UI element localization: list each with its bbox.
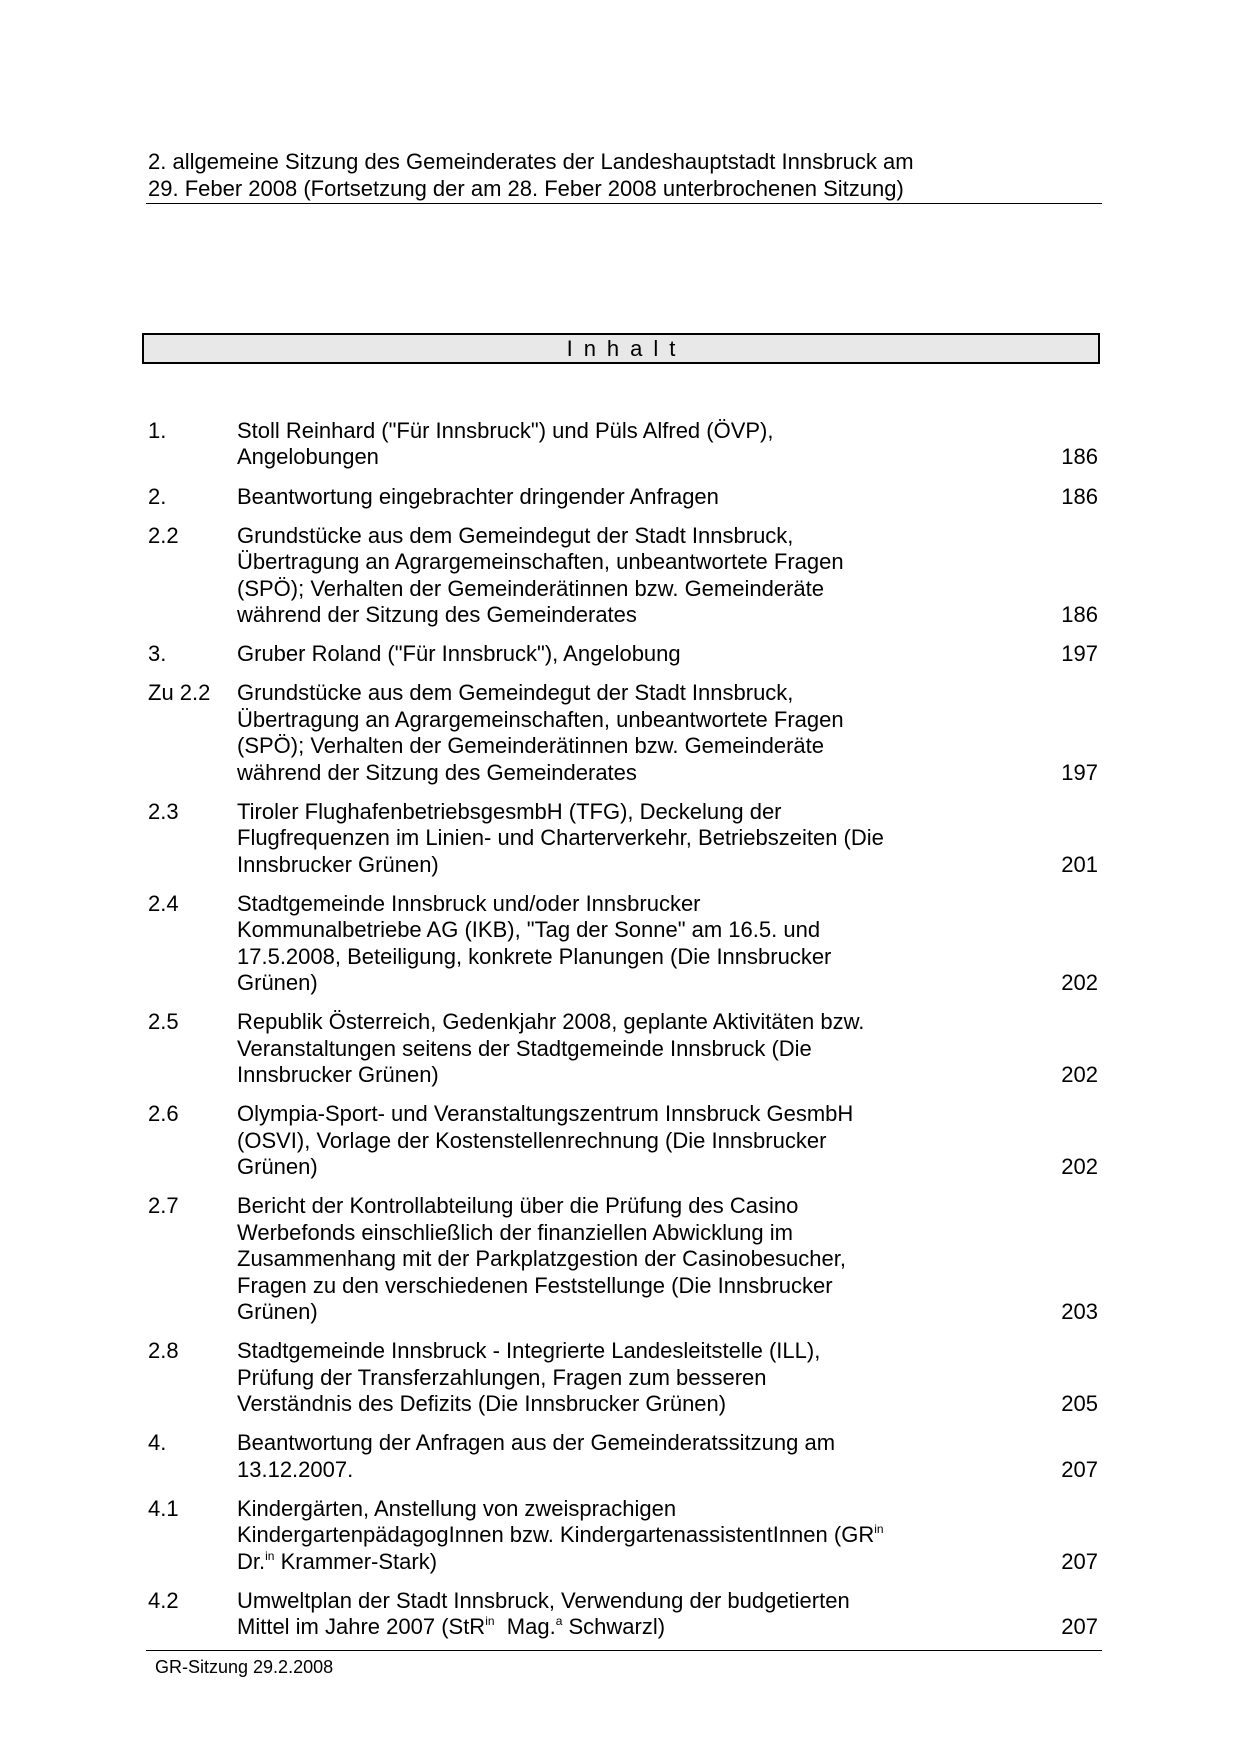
toc-entry-line: (SPÖ); Verhalten der Gemeinderätinnen bzw. Gemeinderäte — [237, 733, 824, 759]
toc-entry-line: Übertragung an Agrargemeinschaften, unbeantwortete Fragen — [237, 706, 844, 732]
toc-entry-number: Zu 2.2 — [148, 680, 211, 706]
toc-entry-line: Stoll Reinhard ("Für Innsbruck") und Püls Alfred (ÖVP), — [237, 418, 774, 443]
toc-entry-line: Gruber Roland ("Für Innsbruck"), Angelobung — [237, 641, 681, 667]
toc-entry[interactable] — [148, 523, 1098, 629]
toc-text-fragment: Krammer-Stark) — [274, 1548, 438, 1574]
toc-entry-page: 202 — [1061, 1062, 1098, 1088]
toc-entry-page: 197 — [1061, 759, 1098, 785]
toc-entry-line: Bericht der Kontrollabteilung über die Prüfung des Casino — [237, 1193, 799, 1219]
toc-entry-title — [237, 891, 1038, 997]
toc-entry-line: Beantwortung eingebrachter dringender Anfragen — [237, 483, 719, 509]
toc-entry-title — [237, 418, 1038, 471]
toc-entry-line — [237, 1522, 1018, 1548]
toc-entry[interactable] — [148, 1009, 1098, 1088]
toc-entry-title — [237, 1009, 1038, 1088]
toc-entry-number: 2.5 — [148, 1009, 179, 1035]
toc-entry-page: 207 — [1061, 1614, 1098, 1640]
toc-entry[interactable] — [148, 418, 1098, 471]
toc-entry-title — [237, 523, 1038, 629]
toc-entry-page: 201 — [1061, 851, 1098, 877]
table-of-contents — [148, 418, 1098, 1653]
toc-entry-page: 205 — [1061, 1390, 1098, 1416]
toc-entry-line: (SPÖ); Verhalten der Gemeinderätinnen bzw. Gemeinderäte — [237, 575, 824, 601]
toc-entry-line: Stadtgemeinde Innsbruck - Integrierte Landesleitstelle (ILL), — [237, 1338, 821, 1364]
toc-entry-title — [237, 1193, 1038, 1325]
toc-entry-line: Tiroler FlughafenbetriebsgesmbH (TFG), Deckelung der — [237, 798, 782, 824]
toc-entry-number: 3. — [148, 641, 167, 667]
toc-entry-title — [237, 641, 1038, 667]
toc-entry[interactable] — [148, 891, 1098, 997]
toc-entry-page: 186 — [1061, 602, 1098, 628]
toc-entry[interactable] — [148, 680, 1098, 786]
toc-entry[interactable] — [148, 1338, 1098, 1417]
toc-entry-line: (OSVI), Vorlage der Kostenstellenrechnung (Die Innsbrucker — [237, 1127, 827, 1153]
toc-entry-line — [237, 1549, 1018, 1575]
toc-entry-number: 2. — [148, 483, 167, 509]
toc-entry-title — [237, 1430, 1038, 1483]
toc-entry-page: 207 — [1061, 1456, 1098, 1482]
toc-entry-line: Grundstücke aus dem Gemeindegut der Stadt Innsbruck, — [237, 680, 794, 706]
toc-entry[interactable] — [148, 1193, 1098, 1325]
toc-entry-title — [237, 1101, 1038, 1180]
toc-entry-page: 207 — [1061, 1548, 1098, 1574]
toc-entry-page: 186 — [1061, 444, 1098, 470]
toc-entry-line: während der Sitzung des Gemeinderates — [237, 602, 637, 628]
toc-entry-title — [237, 1588, 1038, 1641]
toc-entry-line: Olympia-Sport- und Veranstaltungszentrum Innsbruck GesmbH — [237, 1101, 854, 1127]
toc-entry-page: 202 — [1061, 970, 1098, 996]
inhalt-heading-box — [142, 333, 1100, 364]
toc-text-fragment: Mittel im Jahre 2007 (StR — [237, 1614, 486, 1640]
toc-entry-line: während der Sitzung des Gemeinderates — [237, 759, 637, 785]
toc-entry[interactable] — [148, 799, 1098, 878]
toc-entry-number: 2.3 — [148, 798, 179, 824]
superscript: in — [265, 1548, 275, 1563]
page-footer: GR-Sitzung 29.2.2008 — [155, 1657, 334, 1677]
toc-entry-line: Innsbrucker Grünen) — [237, 851, 439, 877]
toc-entry-line: Prüfung der Transferzahlungen, Fragen zum besseren — [237, 1364, 767, 1390]
superscript: in — [485, 1614, 495, 1629]
toc-entry-line: Grünen) — [237, 1298, 318, 1324]
toc-entry[interactable] — [148, 641, 1098, 667]
toc-entry[interactable] — [148, 1588, 1098, 1641]
document-header — [148, 148, 1098, 202]
toc-entry-line: Kommunalbetriebe AG (IKB), "Tag der Sonne" am 16.5. und — [237, 917, 821, 943]
toc-entry-line: Übertragung an Agrargemeinschaften, unbeantwortete Fragen — [237, 549, 844, 575]
toc-entry-number: 1. — [148, 418, 167, 443]
header-line-1: 2. allgemeine Sitzung des Gemeinderates der Landeshauptstadt Innsbruck am — [148, 149, 914, 174]
footer-divider — [146, 1650, 1102, 1651]
toc-entry-line: 17.5.2008, Beteiligung, konkrete Planungen (Die Innsbrucker — [237, 943, 832, 969]
toc-entry-number: 4.1 — [148, 1495, 179, 1521]
superscript: in — [874, 1522, 884, 1537]
toc-entry[interactable] — [148, 484, 1098, 510]
toc-entry-line: Zusammenhang mit der Parkplatzgestion der Casinobesucher, — [237, 1246, 846, 1272]
toc-entry-line: Grundstücke aus dem Gemeindegut der Stadt Innsbruck, — [237, 522, 794, 548]
toc-entry-page: 203 — [1061, 1298, 1098, 1324]
toc-entry-line: Stadtgemeinde Innsbruck und/oder Innsbrucker — [237, 890, 701, 916]
toc-entry-line: Flugfrequenzen im Linien- und Charterverkehr, Betriebszeiten (Die — [237, 825, 884, 851]
toc-entry-line: Innsbrucker Grünen) — [237, 1062, 439, 1088]
toc-entry-number: 4.2 — [148, 1587, 179, 1613]
toc-entry-title — [237, 680, 1038, 786]
toc-entry-line: Verständnis des Defizits (Die Innsbrucker Grünen) — [237, 1390, 727, 1416]
toc-entry-line: Beantwortung der Anfragen aus der Gemeinderatssitzung am — [237, 1430, 836, 1456]
toc-entry-line: 13.12.2007. — [237, 1456, 354, 1482]
toc-entry-line: Werbefonds einschließlich der finanziellen Abwicklung im — [237, 1219, 793, 1245]
toc-entry-number: 2.2 — [148, 522, 179, 548]
toc-entry-line: Republik Österreich, Gedenkjahr 2008, geplante Aktivitäten bzw. — [237, 1009, 865, 1035]
toc-entry-title — [237, 1338, 1038, 1417]
toc-entry-line: Angelobungen — [237, 444, 379, 470]
toc-text-fragment: KindergartenpädagogInnen bzw. KindergartenassistentInnen (GR — [237, 1522, 875, 1548]
superscript: a — [555, 1614, 563, 1629]
toc-entry-number: 2.6 — [148, 1101, 179, 1127]
inhalt-heading: Inhalt — [566, 335, 687, 361]
toc-entry-title — [237, 799, 1038, 878]
toc-entry-number: 2.4 — [148, 890, 179, 916]
header-line-2: 29. Feber 2008 (Fortsetzung der am 28. Feber 2008 unterbrochenen Sitzung) — [148, 176, 904, 201]
toc-entry[interactable] — [148, 1430, 1098, 1483]
toc-entry-number: 4. — [148, 1430, 167, 1456]
toc-entry-title — [237, 1496, 1038, 1575]
toc-entry[interactable] — [148, 1101, 1098, 1180]
toc-entry-page: 197 — [1061, 641, 1098, 667]
toc-entry-number: 2.7 — [148, 1193, 179, 1219]
toc-entry-number: 2.8 — [148, 1338, 179, 1364]
header-divider — [146, 203, 1102, 204]
toc-entry-line: Fragen zu den verschiedenen Feststellunge (Die Innsbrucker — [237, 1272, 833, 1298]
toc-entry-line: Veranstaltungen seitens der Stadtgemeinde Innsbruck (Die — [237, 1035, 812, 1061]
toc-text-fragment: Schwarzl) — [562, 1614, 666, 1640]
toc-entry-line: Kindergärten, Anstellung von zweisprachigen — [237, 1495, 677, 1521]
toc-entry-line — [237, 1614, 1018, 1640]
toc-entry-line: Grünen) — [237, 1154, 318, 1180]
toc-text-fragment: Dr. — [237, 1548, 266, 1574]
toc-entry[interactable] — [148, 1496, 1098, 1575]
toc-entry-page: 202 — [1061, 1154, 1098, 1180]
toc-entry-line: Umweltplan der Stadt Innsbruck, Verwendung der budgetierten — [237, 1587, 850, 1613]
toc-entry-title — [237, 484, 1038, 510]
toc-entry-page: 186 — [1061, 483, 1098, 509]
toc-text-fragment: Mag. — [494, 1614, 556, 1640]
toc-entry-line: Grünen) — [237, 970, 318, 996]
